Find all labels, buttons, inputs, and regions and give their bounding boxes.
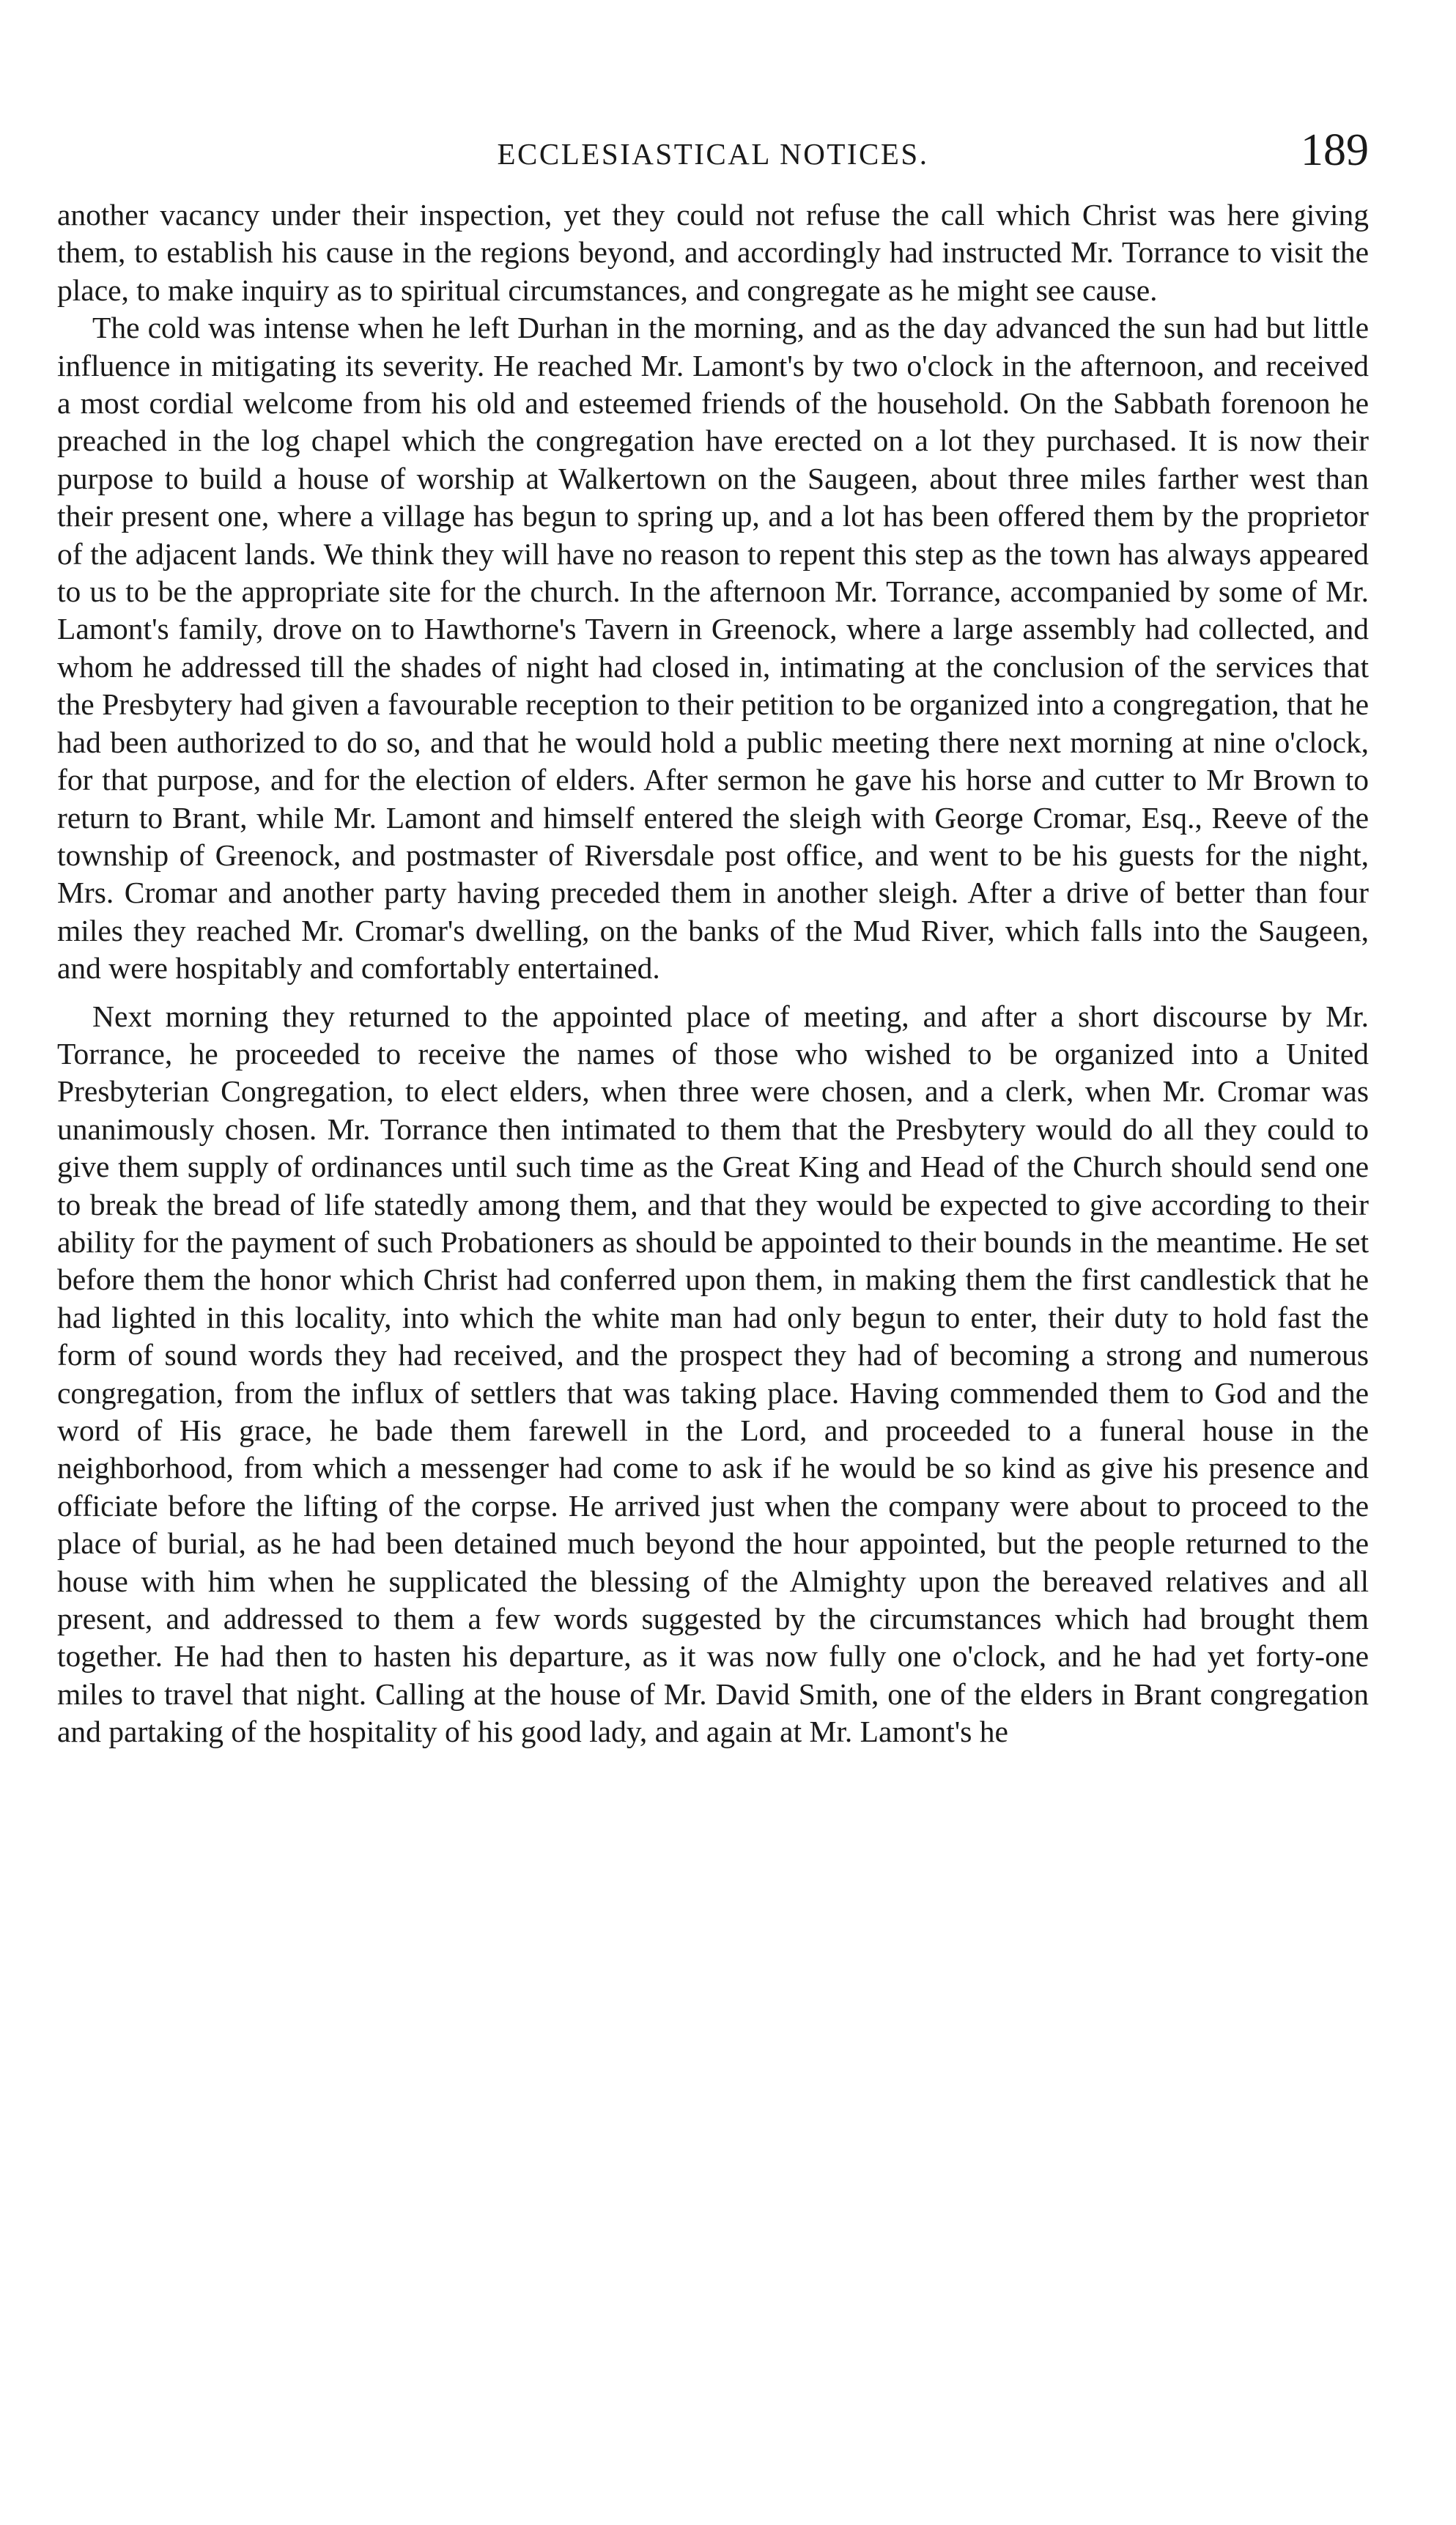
printed-page <box>57 125 1369 1751</box>
running-title: ECCLESIASTICAL NOTICES. <box>497 137 929 171</box>
paragraph-continued: another vacancy under their inspection, yet they could not refuse the call which Christ was here giving them, to establish his cause in the regions beyond, and accordingly had instructed Mr. Torrance to visit the place, to make inquiry as to spiritual circumstances, and congregate as he might see cause. <box>57 198 1369 307</box>
running-head <box>57 125 1369 176</box>
paragraph-organization: Next morning they returned to the appointed place of meeting, and after a short discourse by Mr. Torrance, he proceeded to receive the names of those who wished to be organized into a United Presbyterian Congregation, to elect elders, when three were chosen, and a clerk, when Mr. Cromar was unanimously chosen. Mr. Torrance then intimated to them that the Presbytery would do all they could to give them supply of ordinances until such time as the Great King and Head of the Church should send one to break the bread of life statedly among them, and that they would be expected to give according to their ability for the payment of such Probationers as should be appointed to their bounds in the meantime. He set before them the honor which Christ had conferred upon them, in making them the first candlestick that he had lighted in this locality, into which the white man had only begun to enter, their duty to hold fast the form of sound words they had received, and the prospect they had of becoming a strong and numerous congregation, from the influx of settlers that was taking place. Having commended them to God and the word of His grace, he bade them farewell in the Lord, and proceeded to a funeral house in the neighborhood, from which a messenger had come to ask if he would be so kind as give his presence and officiate before the lifting of the corpse. He arrived just when the company were about to proceed to the place of burial, as he had been detained much beyond the hour appointed, but the people returned to the house with him when he supplicated the blessing of the Almighty upon the bereaved relatives and all present, and addressed to them a few words suggested by the circumstances which had brought them together. He had then to hasten his departure, as it was now fully one o'clock, and he had yet forty-one miles to travel that night. Calling at the house of Mr. David Smith, one of the elders in Brant congregation and partaking of the hospitality of his good lady, and again at Mr. Lamont's he <box>57 999 1369 1749</box>
page-number: 189 <box>1301 125 1369 175</box>
paragraph-journey: The cold was intense when he left Durhan in the morning, and as the day advanced the sun had but little influence in mitigating its severity. He reached Mr. Lamont's by two o'clock in the afternoon, and received a most cordial welcome from his old and esteemed friends of the household. On the Sabbath forenoon he preached in the log chapel which the congregation have erected on a lot they purchased. It is now their purpose to build a house of worship at Walkertown on the Saugeen, about three miles farther west than their present one, where a village has begun to spring up, and a lot has been offered them by the proprietor of the adjacent lands. We think they will have no reason to repent this step as the town has always appeared to us to be the appropriate site for the church. In the afternoon Mr. Torrance, accompanied by some of Mr. Lamont's family, drove on to Hawthorne's Tavern in Greenock, where a large assembly had collected, and whom he addressed till the shades of night had closed in, intimating at the conclusion of the services that the Presbytery had given a favourable reception to their petition to be organized into a congregation, that he had been authorized to do so, and that he would hold a public meeting there next morning at nine o'clock, for that purpose, and for the election of elders. After sermon he gave his horse and cutter to Mr Brown to return to Brant, while Mr. Lamont and himself entered the sleigh with George Cromar, Esq., Reeve of the township of Greenock, and postmaster of Riversdale post office, and went to be his guests for the night, Mrs. Cromar and another party having preceded them in another sleigh. After a drive of better than four miles they reached Mr. Cromar's dwelling, on the banks of the Mud River, which falls into the Saugeen, and were hospitably and comfortably entertained. <box>57 311 1369 986</box>
